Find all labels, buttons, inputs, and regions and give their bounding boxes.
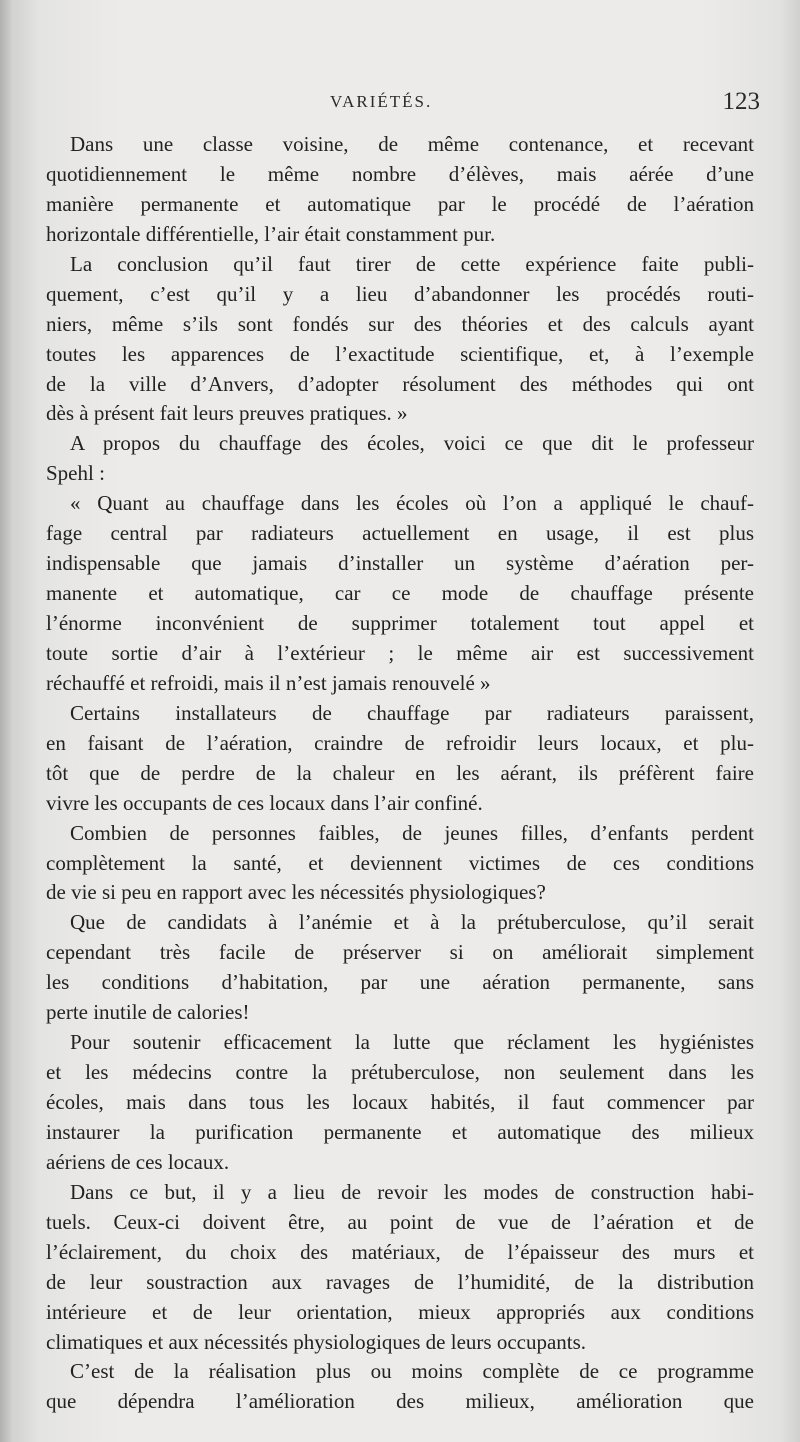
page-header [48,88,760,122]
text-line: que dépendra l’amélioration des milieux, amélioration que [46,1389,754,1414]
text-line: l’énorme inconvénient de supprimer totalement tout appel et [46,611,754,635]
text-line: cependant très facile de préserver si on améliorait simplement [46,940,754,965]
text-line: niers, même s’ils sont fondés sur des théories et des calculs ayant [46,311,754,336]
page-spine-shadow [0,0,14,1442]
text-line: Dans une classe voisine, de même contenance, et recevant [70,132,754,156]
text-line: tôt que de perdre de la chaleur en les aérant, ils préfèrent faire [46,760,754,785]
text-line: climatiques et aux nécessités physiologiques de leurs occupants. [46,1329,587,1354]
text-line: Pour soutenir efficacement la lutte que réclament les hygiénistes [70,1030,754,1055]
text-line: Certains installateurs de chauffage par radiateurs paraissent, [70,700,754,725]
text-line: toute sortie d’air à l’extérieur ; le même air est successivement [46,640,754,665]
text-line: dès à présent fait leurs preuves pratiques. » [46,401,408,426]
text-line: et les médecins contre la prétuberculose, non seulement dans les [46,1060,754,1085]
text-line: intérieure et de leur orientation, mieux appropriés aux conditions [46,1299,754,1324]
text-line: réchauffé et refroidi, mais il n’est jamais renouvelé » [46,670,491,695]
text-line: Spehl : [46,461,105,486]
text-line: de leur soustraction aux ravages de l’humidité, de la distribution [46,1269,754,1294]
text-line: de la ville d’Anvers, d’adopter résolument des méthodes qui ont [46,371,754,396]
text-line: les conditions d’habitation, par une aération permanente, sans [46,970,754,995]
text-line: fage central par radiateurs actuellement en usage, il est plus [46,521,754,546]
text-line: La conclusion qu’il faut tirer de cette expérience faite publi- [70,251,754,276]
text-line: complètement la santé, et deviennent victimes de ces conditions [46,850,754,875]
text-line: manente et automatique, car ce mode de chauffage présente [46,581,754,606]
text-line: Combien de personnes faibles, de jeunes filles, d’enfants perdent [70,820,754,845]
text-line: perte inutile de calories! [46,1000,250,1025]
text-line: horizontale différentielle, l’air était constamment pur. [46,221,496,246]
text-line: A propos du chauffage des écoles, voici ce que dit le professeur [70,431,754,456]
text-line: manière permanente et automatique par le procédé de l’aération [46,191,754,216]
text-line: C’est de la réalisation plus ou moins complète de ce programme [70,1359,754,1384]
text-line: instaurer la purification permanente et automatique des milieux [46,1119,754,1144]
text-line: quement, c’est qu’il y a lieu d’abandonner les procédés routi- [46,281,754,306]
text-line: tuels. Ceux-ci doivent être, au point de vue de l’aération et de [46,1209,754,1234]
text-line: indispensable que jamais d’installer un système d’aération per- [46,551,754,576]
text-line: toutes les apparences de l’exactitude scientifique, et, à l’exemple [46,341,754,366]
text-line: Dans ce but, il y a lieu de revoir les modes de construction habi- [70,1179,754,1204]
text-line: écoles, mais dans tous les locaux habités, il faut commencer par [46,1090,754,1114]
text-line: en faisant de l’aération, craindre de refroidir leurs locaux, et plu- [46,730,754,755]
text-line: aériens de ces locaux. [46,1149,230,1174]
body-text [46,130,754,1417]
text-line: quotidiennement le même nombre d’élèves, mais aérée d’une [46,161,754,186]
text-line: vivre les occupants de ces locaux dans l’air confiné. [46,790,483,815]
text-line: l’éclairement, du choix des matériaux, de l’épaisseur des murs et [46,1239,754,1264]
text-line: « Quant au chauffage dans les écoles où l’on a appliqué le chauf- [70,491,754,516]
text-line: Que de candidats à l’anémie et à la prétuberculose, qu’il serait [70,910,754,935]
text-line: de vie si peu en rapport avec les nécessités physiologiques? [46,880,546,905]
page-number: 123 [722,88,760,115]
running-title: VARIÉTÉS. [330,92,433,111]
